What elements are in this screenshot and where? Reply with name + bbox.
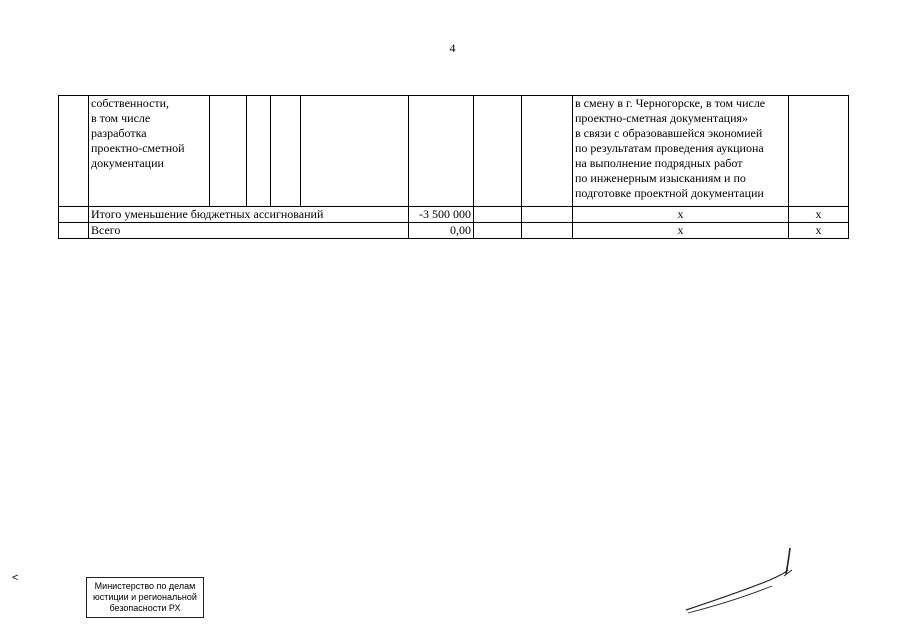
grand-total-amount: 0,00 — [409, 223, 474, 239]
table-cell — [522, 96, 573, 207]
table-cell — [271, 96, 301, 207]
item-name-line: документации — [91, 156, 164, 170]
table-cell — [301, 96, 409, 207]
corner-mark: < — [12, 572, 19, 584]
table-cell — [474, 96, 522, 207]
x-mark: х — [789, 207, 849, 223]
table-cell — [59, 96, 89, 207]
ministry-stamp — [86, 577, 204, 618]
table-cell — [522, 207, 573, 223]
total-decrease-amount: -3 500 000 — [409, 207, 474, 223]
item-name-cell — [89, 96, 210, 207]
table-cell — [409, 96, 474, 207]
table-cell — [247, 96, 271, 207]
note-line: подготовке проектной документации — [575, 186, 764, 200]
table-cell — [474, 207, 522, 223]
item-name-line: разработка — [91, 126, 147, 140]
x-mark: х — [789, 223, 849, 239]
table-row — [59, 207, 849, 223]
stamp-line: безопасности РХ — [109, 603, 181, 613]
table-cell — [210, 96, 247, 207]
note-cell — [573, 96, 789, 207]
table-cell — [522, 223, 573, 239]
stamp-line: юстиции и региональной — [93, 592, 197, 602]
note-line: по результатам проведения аукциона — [575, 141, 764, 155]
item-name-line: собственности, — [91, 96, 170, 110]
table-cell — [789, 96, 849, 207]
budget-table — [58, 95, 849, 239]
stamp-line: Министерство по делам — [94, 581, 196, 591]
table-row — [59, 223, 849, 239]
note-line: в смену в г. Черногорске, в том числе — [575, 96, 766, 110]
grand-total-label: Всего — [89, 223, 409, 239]
item-name-line: проектно-сметной — [91, 141, 185, 155]
x-mark: х — [573, 223, 789, 239]
note-line: в связи с образовавшейся экономией — [575, 126, 763, 140]
page-number: 4 — [449, 41, 456, 55]
note-line: на выполнение подрядных работ — [575, 156, 743, 170]
table-cell — [59, 207, 89, 223]
x-mark: х — [573, 207, 789, 223]
total-decrease-label: Итого уменьшение бюджетных ассигнований — [89, 207, 409, 223]
note-line: проектно-сметная документация» — [575, 111, 749, 125]
table-cell — [59, 223, 89, 239]
note-line: по инженерным изысканиям и по — [575, 171, 746, 185]
table-cell — [474, 223, 522, 239]
signature — [680, 540, 800, 620]
table-row — [59, 96, 849, 207]
item-name-line: в том числе — [91, 111, 151, 125]
